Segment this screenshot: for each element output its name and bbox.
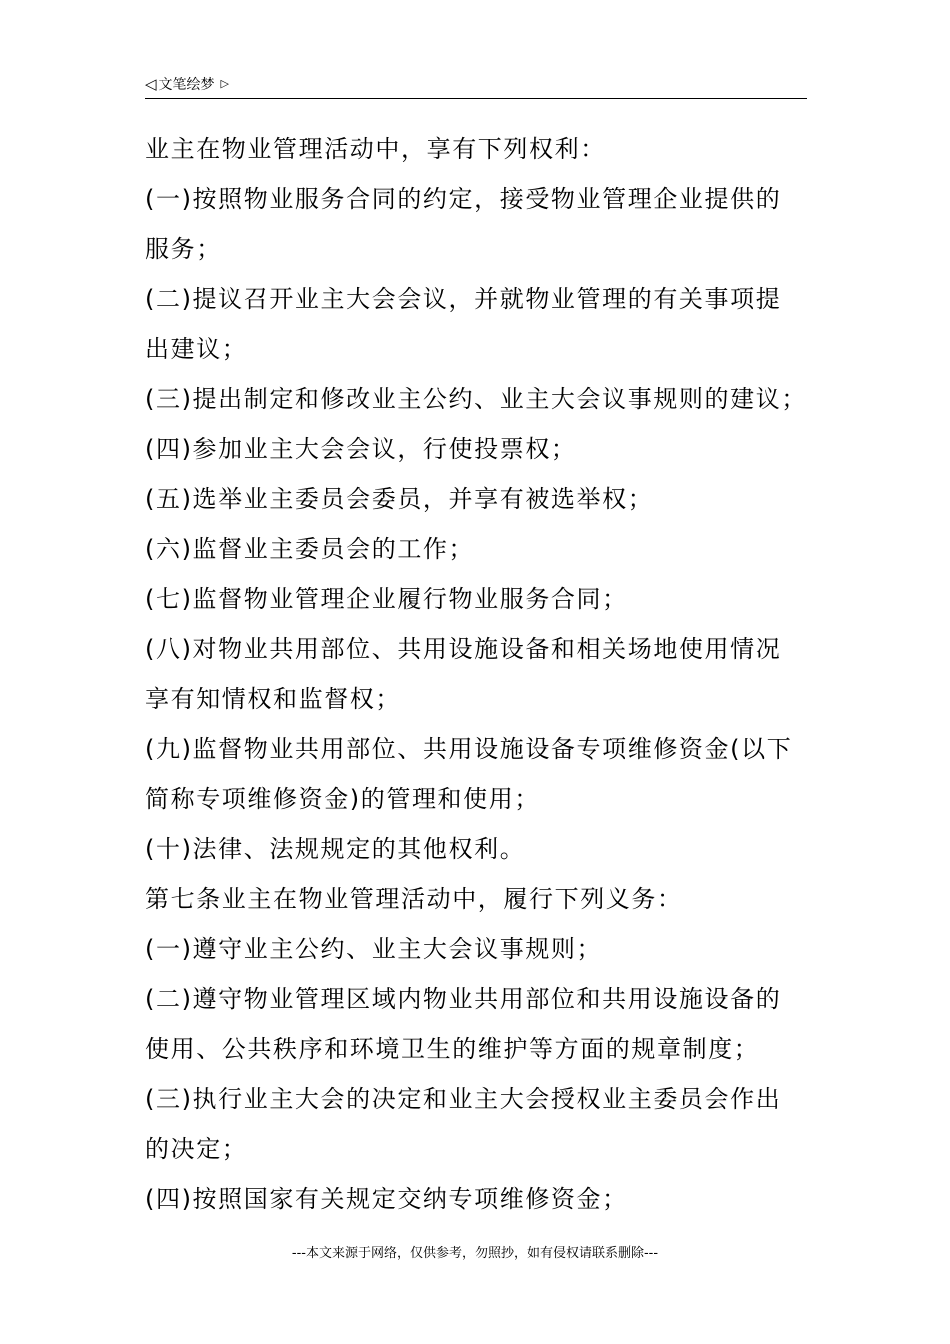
text-line: (一)按照物业服务合同的约定，接受物业管理企业提供的: [145, 185, 782, 213]
page-header: [145, 74, 807, 99]
text-line: 出建议；: [145, 335, 248, 363]
page-footer: ---本文来源于网络，仅供参考，勿照抄，如有侵权请联系删除---: [291, 1246, 659, 1261]
text-line: (三)执行业主大会的决定和业主大会授权业主委员会作出: [145, 1085, 782, 1113]
text-line: 使用、公共秩序和环境卫生的维护等方面的规章制度；: [145, 1035, 760, 1063]
text-line: (九)监督物业共用部位、共用设施设备专项维修资金(以下: [145, 735, 793, 763]
text-line: (十)法律、法规规定的其他权利。: [145, 835, 526, 863]
text-line: (五)选举业主委员会委员，并享有被选举权；: [145, 485, 654, 513]
triangle-left-icon: ◁: [145, 75, 157, 93]
text-line: 的决定；: [145, 1135, 248, 1163]
triangle-right-icon: ▷: [220, 77, 230, 90]
text-line: (二)提议召开业主大会会议，并就物业管理的有关事项提: [145, 285, 782, 313]
header-title: 文笔绘梦: [158, 77, 215, 93]
text-line: 简称专项维修资金)的管理和使用；: [145, 785, 540, 813]
text-line: 享有知情权和监督权；: [145, 685, 401, 713]
text-line: (三)提出制定和修改业主公约、业主大会议事规则的建议；: [145, 385, 807, 413]
text-line: (四)按照国家有关规定交纳专项维修资金；: [145, 1185, 628, 1213]
document-body: [145, 124, 813, 1224]
text-line: 业主在物业管理活动中，享有下列权利：: [145, 135, 606, 163]
text-line: (四)参加业主大会会议，行使投票权；: [145, 435, 577, 463]
text-line: (六)监督业主委员会的工作；: [145, 535, 475, 563]
text-line: (七)监督物业管理企业履行物业服务合同；: [145, 585, 628, 613]
text-line: (二)遵守物业管理区域内物业共用部位和共用设施设备的: [145, 985, 782, 1013]
text-line: 第七条业主在物业管理活动中，履行下列义务：: [145, 885, 683, 913]
text-line: 服务；: [145, 235, 222, 263]
text-line: (八)对物业共用部位、共用设施设备和相关场地使用情况: [145, 635, 782, 663]
text-line: (一)遵守业主公约、业主大会议事规则；: [145, 935, 603, 963]
